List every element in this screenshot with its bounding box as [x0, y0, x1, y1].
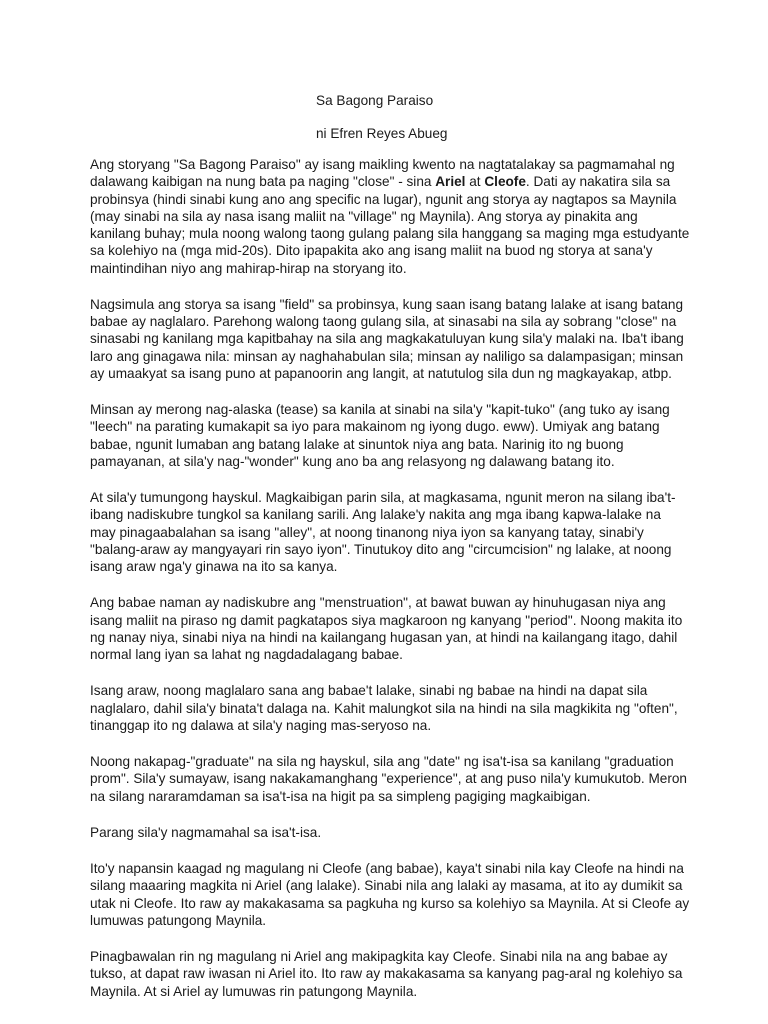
- paragraph-7: Noong nakapag-"graduate" na sila ng hayskul, sila ang "date" ng isa't-isa sa kanilang "graduation prom". Sila'y sumayaw, isang nakakamanghang "experience", at ang puso nila'y kumukutob. Meron na silang nararamdaman sa isa't-isa na higit pa sa simpleng pagiging magkaibigan.: [90, 754, 687, 804]
- name-ariel: Ariel: [435, 174, 466, 190]
- paragraph-3: Minsan ay merong nag-alaska (tease) sa kanila at sinabi na sila'y "kapit-tuko" (ang tuko ay isang "leech" na parating kumakapit sa iyo para makainom ng iyong dugo. eww). Umiyak ang batang babae, ngunit lumaban ang batang lalake at sinuntok niya ang bata. Narinig ito ng buong pamayanan, at sila'y nag-"wonder" kung ano ba ang relasyong ng dalawang batang ito.: [90, 402, 670, 469]
- paragraph-1-text-c: . Dati ay nakatira sila sa probinsya (hindi sinabi kung ano ang specific na lugar), ngunit ang storya ay nagtapos sa Maynila (may sinabi na sila ay nasa isang maliit na "village" ng Maynila). Ang storya ay pinakita ang kanilang buhay; mula noong walong taong gulang palang sila hanggang sa maging mga estudyante sa kolehiyo na (mga mid-20s). Dito ipapakita ako ang isang maliit na buod ng storya at sana'y maintindihan niyo ang mahirap-hirap na storyang ito.: [90, 174, 690, 276]
- paragraph-1-text-mid: at: [465, 174, 485, 190]
- paragraph-1: [90, 156, 690, 277]
- paragraph-10: Pinagbawalan rin ng magulang ni Ariel ang makipagkita kay Cleofe. Sinabi nila na ang babae ay tukso, at dapat raw iwasan ni Ariel ito. Ito raw ay makakasama sa kanyang pag-aral ng kolehiyo sa Maynila. At si Ariel ay lumuwas rin patungong Maynila.: [90, 949, 683, 999]
- paragraph-6: Isang araw, noong maglalaro sana ang babae't lalake, sinabi ng babae na hindi na dapat sila naglalaro, dahil sila'y binata't dalaga na. Kahit malungkot sila na hindi na sila magkikita ng "often", tinanggap ito ng dalawa at sila'y naging mas-seryoso na.: [90, 683, 678, 733]
- document-body: [90, 156, 690, 1019]
- document-title: Sa Bagong Paraiso: [316, 93, 434, 108]
- paragraph-8: Parang sila'y nagmamahal sa isa't-isa.: [90, 824, 322, 840]
- paragraph-4: At sila'y tumungong hayskul. Magkaibigan parin sila, at magkasama, ngunit meron na silang iba't-ibang nadiskubre tungkol sa kanilang sarili. Ang lalake'y nakita ang mga ibang kapwa-lalake na may pinagaabalahan sa isang "alley", at noong tinanong niya iyon sa kanyang tatay, sinabi'y "balang-araw ay mangyayari rin sayo iyon". Tinutukoy dito ang "circumcision" ng lalake, at noong isang araw nga'y ginawa na ito sa kanya.: [90, 490, 676, 574]
- paragraph-1-text-a: Ang storyang "Sa Bagong Paraiso" ay isang maikling kwento na nagtatalakay sa pagmamahal ng dalawang kaibigan na nung bata pa naging "close" - sina: [90, 157, 675, 190]
- paragraph-5: Ang babae naman ay nadiskubre ang "menstruation", at bawat buwan ay hinuhugasan niya ang isang maliit na piraso ng damit pagkatapos siya magkaroon ng kanyang "period". Noong makita ito ng nanay niya, sinabi niya na hindi na kailangang hugasan yan, at hindi na kailangang itago, dahil normal lang iyan sa lahat ng nagdadalagang babae.: [90, 595, 683, 662]
- paragraph-2: Nagsimula ang storya sa isang "field" sa probinsya, kung saan isang batang lalake at isang batang babae ay naglalaro. Parehong walong taong gulang sila, at sinasabi na sila ay sobrang "close" na sinasabi ng kanilang mga kapitbahay na sila ang magkakatuluyan kung sila'y malaki na. Iba't ibang laro ang ginagawa nila: minsan ay naghahabulan sila; minsan ay naliligo sa dalampasigan; minsan ay umaakyat sa isang puno at papanoorin ang langit, at natutulog sila dun ng magkayakap, atbp.: [90, 296, 684, 381]
- paragraph-9: Ito'y napansin kaagad ng magulang ni Cleofe (ang babae), kaya't sinabi nila kay Cleofe na hindi na silang maaaring magkita ni Ariel (ang lalake). Sinabi nila ang lalaki ay masama, at ito ay dumikit sa utak ni Cleofe. Ito raw ay makakasama sa pagkuha ng kurso sa kolehiyo sa Maynila. At si Cleofe ay lumuwas patungong Maynila.: [90, 861, 690, 928]
- name-cleofe: Cleofe: [484, 174, 526, 190]
- document-author: ni Efren Reyes Abueg: [316, 126, 448, 141]
